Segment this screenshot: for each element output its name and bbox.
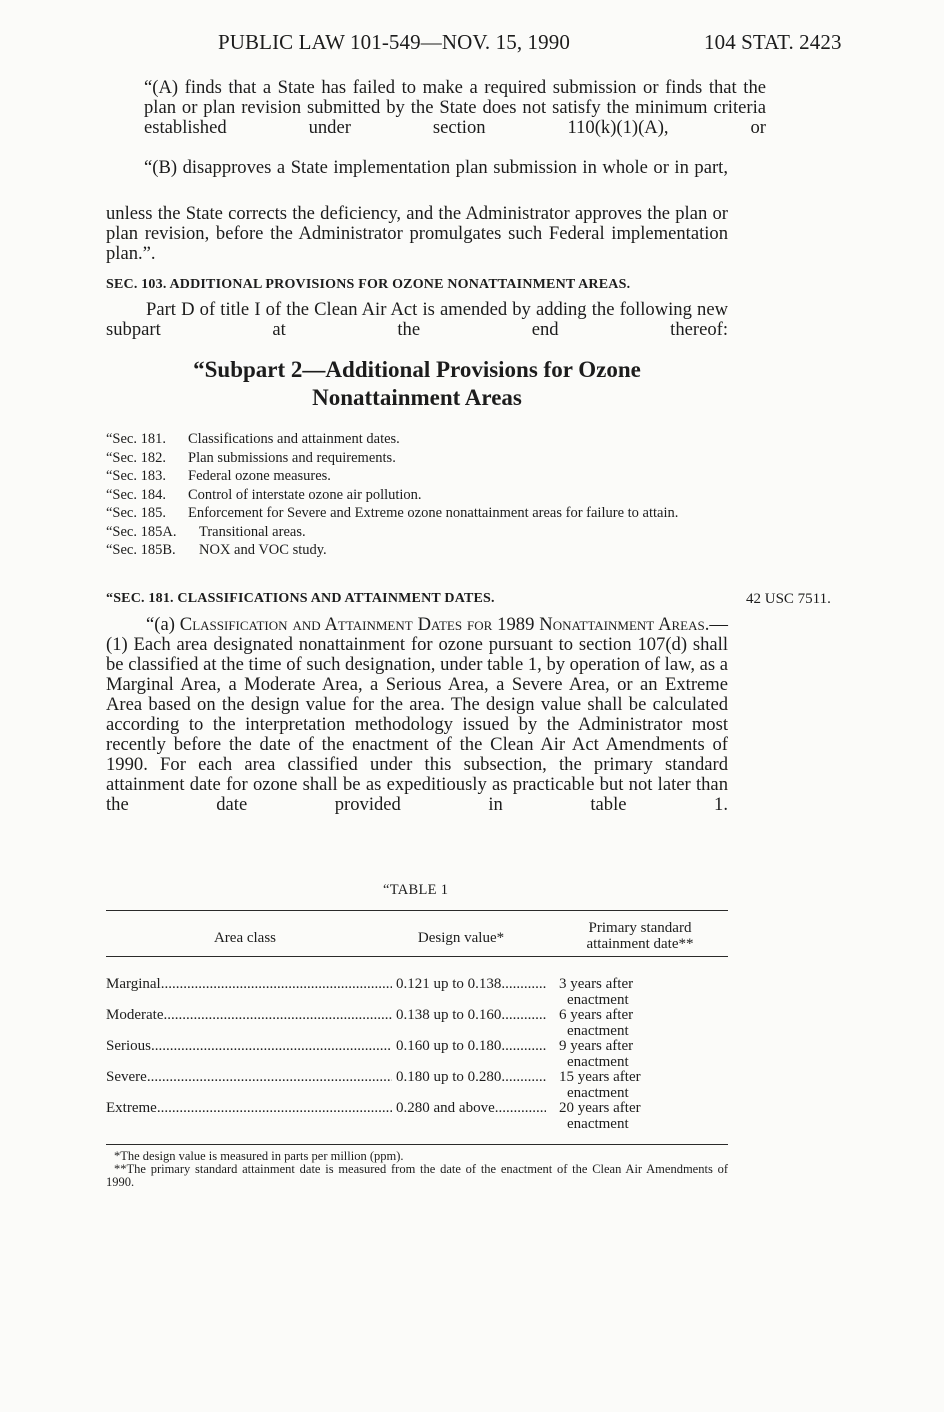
section-181-body-text: .—(1) Each area designated nonattainment for ozone pursuant to section 107(d) shall be classified at the time of such designation, under table 1, by operation of law, as a Marginal Area, a Moderate Area, a Serious Area, a Severe Area, or an Extreme Area based on the design value for the area. The design value shall be calculated according to the interpretation methodology issued by the Administrator most recently before the date of the enactment of the Clean Air Act Amendments of 1990. For each area classified under this subsection, the primary standard attainment date for ozone shall be as expeditiously as practicable but not later than the date provided in table 1. <box>106 614 729 815</box>
margin-citation: 42 USC 7511. <box>746 591 831 607</box>
toc-item <box>106 467 746 486</box>
column-header-attainment-date <box>560 920 720 952</box>
area-class: Extreme <box>106 1101 157 1116</box>
toc-title: Control of interstate ozone air pollution. <box>188 486 422 503</box>
toc-title: Plan submissions and requirements. <box>188 449 396 466</box>
paragraph-a <box>106 78 766 138</box>
toc-item <box>106 430 746 449</box>
design-value: 0.121 up to 0.138 <box>396 977 502 992</box>
design-value-cell <box>396 1070 546 1086</box>
attainment-date-cell <box>559 977 669 1008</box>
attainment-date-line1: 6 years after <box>559 1007 634 1023</box>
paragraph-unless <box>106 204 728 264</box>
paragraph-a-text: “(A) finds that a State has failed to make a required submission or finds that the plan or plan revision submitted by the State does not satisfy the minimum criteria established under section 110(k)(1)(A), or <box>144 77 766 138</box>
design-value: 0.138 up to 0.160 <box>396 1008 502 1023</box>
attainment-date-cell <box>559 1039 669 1070</box>
attainment-date-line1: 9 years after <box>559 1038 634 1054</box>
toc-number: “Sec. 182. <box>106 449 166 466</box>
toc-title: Enforcement for Severe and Extreme ozone nonattainment areas for failure to attain. <box>188 505 679 521</box>
attainment-date-line1: 20 years after <box>559 1100 641 1116</box>
design-value-cell <box>396 977 546 993</box>
table-top-rule <box>106 910 728 911</box>
toc-number: “Sec. 181. <box>106 431 166 447</box>
running-header-right: 104 STAT. 2423 <box>704 30 842 54</box>
toc-item <box>106 523 746 542</box>
toc-title: Classifications and attainment dates. <box>188 431 400 447</box>
toc-item <box>106 486 746 505</box>
area-class-cell <box>106 1039 392 1055</box>
toc-item <box>106 504 746 523</box>
design-value-cell <box>396 1039 546 1055</box>
table-header-rule <box>106 956 728 957</box>
toc-item <box>106 449 746 468</box>
toc-item <box>106 541 746 560</box>
toc-title: Transitional areas. <box>199 523 306 540</box>
area-class: Serious <box>106 1039 151 1054</box>
table-footnotes <box>106 1150 728 1189</box>
subpart-title <box>106 356 728 412</box>
area-class: Moderate <box>106 1008 164 1023</box>
column-header-area-class: Area class <box>213 930 277 946</box>
column-header-design-value: Design value* <box>417 930 505 946</box>
toc-title: Federal ozone measures. <box>188 468 331 484</box>
section-181-lead-year: 1989 <box>492 614 540 635</box>
table-of-contents <box>106 430 746 560</box>
design-value: 0.160 up to 0.180 <box>396 1039 502 1054</box>
paragraph-b-text: “(B) disapproves a State implementation plan submission in whole or in part, <box>144 157 728 178</box>
section-103-heading: SEC. 103. ADDITIONAL PROVISIONS FOR OZONE NONATTAINMENT AREAS. <box>106 277 631 292</box>
running-header-left: PUBLIC LAW 101-549—NOV. 15, 1990 <box>218 30 570 54</box>
table-row <box>106 1101 728 1132</box>
section-181-heading: “SEC. 181. CLASSIFICATIONS AND ATTAINMENT DATES. <box>106 591 495 606</box>
table-title: “TABLE 1 <box>383 882 449 898</box>
design-value-cell <box>396 1101 546 1117</box>
design-value: 0.280 and above <box>396 1101 495 1116</box>
attainment-date-line1: 15 years after <box>559 1069 641 1085</box>
column-header-attainment-date-line1: Primary standard <box>588 920 692 936</box>
design-value: 0.180 up to 0.280 <box>396 1070 502 1085</box>
attainment-date-cell <box>559 1101 669 1132</box>
attainment-date-line2: enactment <box>567 991 629 1008</box>
footnote-attainment-date: **The primary standard attainment date is measured from the date of the enactment of the Clean Air Amendments of 1990. <box>106 1162 728 1189</box>
attainment-date-line1: 3 years after <box>559 976 634 992</box>
table-row <box>106 1039 728 1070</box>
area-class-cell <box>106 977 392 993</box>
attainment-date-cell <box>559 1008 669 1039</box>
toc-number: “Sec. 185B. <box>106 542 176 558</box>
attainment-date-line2: enactment <box>567 1084 629 1101</box>
footnote-design-value: *The design value is measured in parts per million (ppm). <box>114 1149 404 1163</box>
table-bottom-rule <box>106 1144 728 1145</box>
subpart-title-line2: Nonattainment Areas <box>312 385 522 410</box>
section-181-lead-caps-2: Nonattainment Areas <box>539 614 705 635</box>
attainment-date-cell <box>559 1070 669 1101</box>
area-class: Marginal <box>106 977 161 992</box>
section-181-body <box>106 615 728 815</box>
attainment-date-line2: enactment <box>567 1115 629 1132</box>
section-181-lead-open: “(a) <box>146 614 180 635</box>
toc-number: “Sec. 183. <box>106 468 166 484</box>
area-class-cell <box>106 1008 392 1024</box>
table-row <box>106 1070 728 1101</box>
area-class-cell <box>106 1101 392 1117</box>
area-class: Severe <box>106 1070 147 1085</box>
area-class-cell <box>106 1070 392 1086</box>
toc-number: “Sec. 184. <box>106 486 166 503</box>
toc-number: “Sec. 185. <box>106 505 166 521</box>
attainment-date-line2: enactment <box>567 1053 629 1070</box>
toc-number: “Sec. 185A. <box>106 523 177 540</box>
paragraph-unless-text: unless the State corrects the deficiency, and the Administrator approves the plan or plan revision, before the Administrator promulgates such Federal implementation plan.”. <box>106 203 728 264</box>
paragraph-b <box>106 158 728 178</box>
table-row <box>106 977 728 1008</box>
column-header-attainment-date-line2: attainment date** <box>586 936 694 952</box>
table-row <box>106 1008 728 1039</box>
design-value-cell <box>396 1008 546 1024</box>
attainment-date-line2: enactment <box>567 1022 629 1039</box>
section-181-lead-caps-1: Classification and Attainment Dates for <box>179 614 493 635</box>
section-103-body: Part D of title I of the Clean Air Act is amended by adding the following new subpart at the end thereof: <box>106 299 728 340</box>
toc-title: NOX and VOC study. <box>199 542 327 558</box>
subpart-title-line1: “Subpart 2—Additional Provisions for Ozone <box>193 357 641 382</box>
